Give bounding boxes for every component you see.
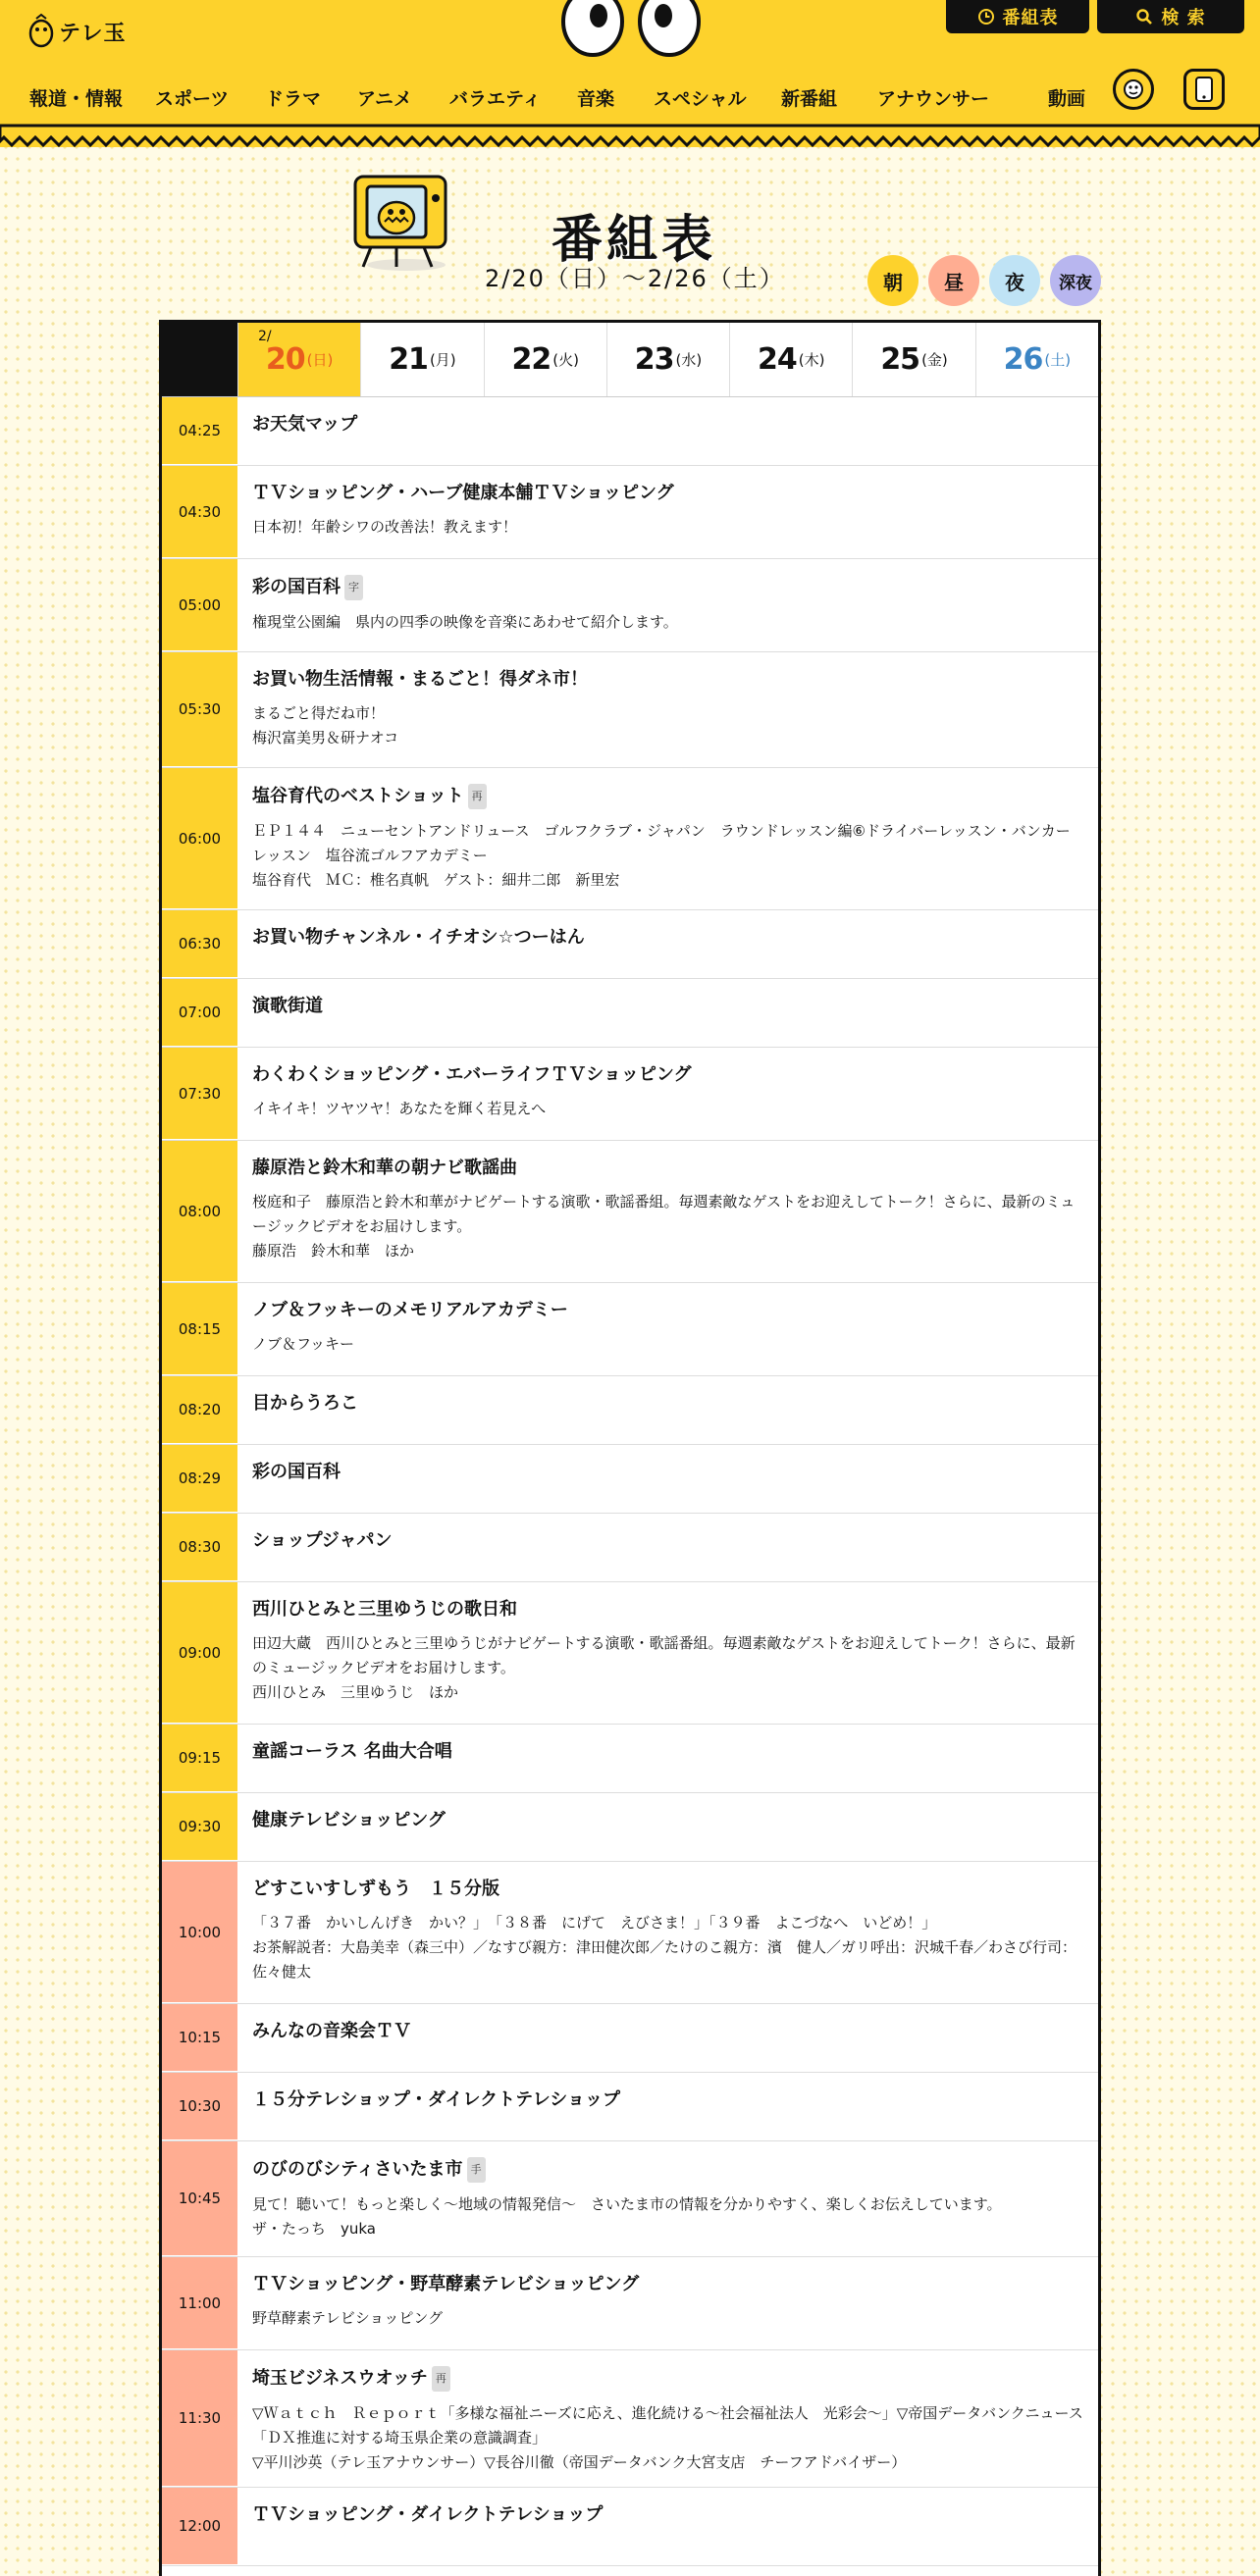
program-time: 09:00 xyxy=(162,1582,237,1724)
day-tabs xyxy=(162,323,1098,397)
search-button[interactable] xyxy=(1097,0,1244,33)
program-info xyxy=(237,1283,1098,1375)
program-time: 08:20 xyxy=(162,1376,237,1444)
program-time: 09:15 xyxy=(162,1725,237,1792)
program-description-line: 桜庭和子 藤原浩と鈴木和華がナビゲートする演歌・歌謡番組。毎週素敵なゲストをお迎えしてトーク！さらに、最新のミュージックビデオをお届けします。 xyxy=(252,1193,1076,1235)
program-info xyxy=(237,1141,1098,1282)
schedule-button-label: 番組表 xyxy=(1002,8,1059,28)
time-night-button[interactable]: 夜 xyxy=(989,255,1040,306)
program-title[interactable]: 演歌街道 xyxy=(252,996,323,1016)
program-info xyxy=(237,559,1098,651)
program-title-line xyxy=(252,1063,1083,1087)
tamatama-mascot-icon xyxy=(27,14,55,49)
program-title-line xyxy=(252,784,1083,809)
program-title[interactable]: 彩の国百科 xyxy=(252,577,341,597)
search-button-label: 検 索 xyxy=(1161,8,1206,28)
title-area xyxy=(0,157,1260,304)
program-list xyxy=(162,397,1098,2566)
day-weekday: (木) xyxy=(798,351,825,369)
program-info xyxy=(237,1514,1098,1581)
program-info xyxy=(237,2004,1098,2072)
program-info xyxy=(237,1048,1098,1140)
program-title[interactable]: 藤原浩と鈴木和華の朝ナビ歌謡曲 xyxy=(252,1158,517,1178)
program-badge: 再 xyxy=(468,784,487,809)
program-description-line: まるごと得だね市！ xyxy=(252,704,386,722)
nav-music[interactable]: 音楽 xyxy=(577,88,615,110)
program-row[interactable] xyxy=(162,1141,1098,1283)
tv-mascot-icon xyxy=(347,167,455,275)
program-time: 07:00 xyxy=(162,979,237,1047)
program-title[interactable]: ＴＶショッピング・野草酵素テレビショッピング xyxy=(252,2274,640,2294)
schedule-button[interactable] xyxy=(946,0,1089,33)
program-description xyxy=(252,1631,1083,1705)
program-info xyxy=(237,2257,1098,2349)
program-row[interactable] xyxy=(162,2073,1098,2141)
program-title-line xyxy=(252,1392,1083,1416)
program-row[interactable] xyxy=(162,2350,1098,2488)
program-title-line xyxy=(252,413,1083,437)
program-row[interactable] xyxy=(162,652,1098,768)
program-description xyxy=(252,2192,1083,2241)
program-info xyxy=(237,1725,1098,1792)
program-title-line xyxy=(252,1878,1083,1901)
day-number: 22 xyxy=(511,342,551,377)
program-title[interactable]: ＴＶショッピング・ハーブ健康本舗ＴＶショッピング xyxy=(252,483,674,503)
nav-new-programs[interactable]: 新番組 xyxy=(781,88,838,110)
site-logo[interactable] xyxy=(27,14,127,49)
program-row[interactable] xyxy=(162,1725,1098,1793)
day-tabs-corner xyxy=(162,323,237,396)
program-description xyxy=(252,1332,1083,1357)
program-row[interactable] xyxy=(162,1445,1098,1514)
date-range: 2/20（日）〜2/26（土） xyxy=(485,265,785,292)
program-time: 08:29 xyxy=(162,1445,237,1513)
program-title[interactable]: 塩谷育代のベストショット xyxy=(252,786,464,806)
header-zigzag-edge xyxy=(0,126,1260,151)
nav-anime[interactable]: アニメ xyxy=(357,88,413,110)
program-row[interactable] xyxy=(162,1376,1098,1445)
program-title[interactable]: 埼玉ビジネスウオッチ xyxy=(252,2368,428,2389)
day-number: 25 xyxy=(880,342,920,377)
nav-variety[interactable]: バラエティ xyxy=(449,88,542,110)
day-weekday: (火) xyxy=(552,351,579,369)
program-title-line xyxy=(252,1299,1083,1322)
program-title-line xyxy=(252,2503,1083,2527)
program-info xyxy=(237,652,1098,767)
program-title-line xyxy=(252,926,1083,950)
nav-special[interactable]: スペシャル xyxy=(654,88,747,110)
program-description-line: 見て！聴いて！もっと楽しく～地域の情報発信～ さいたま市の情報を分かりやすく、楽しくお伝えしています。 xyxy=(252,2195,1002,2213)
program-row[interactable] xyxy=(162,559,1098,652)
program-row[interactable] xyxy=(162,397,1098,466)
program-description-line: ▽平川沙英（テレ玉アナウンサー）▽長谷川徹（帝国データバンク大宮支店 チーフアドバイザー） xyxy=(252,2453,907,2471)
program-title[interactable]: お買い物生活情報・まるごと！得ダネ市！ xyxy=(252,669,588,690)
program-description-line: 権現堂公園編 県内の四季の映像を音楽にあわせて紹介します。 xyxy=(252,613,678,631)
program-description-line: 田辺大蔵 西川ひとみと三里ゆうじがナビゲートする演歌・歌謡番組。毎週素敵なゲストをお迎えしてトーク！さらに、最新のミュージックビデオをお届けします。 xyxy=(252,1634,1076,1676)
program-description xyxy=(252,1190,1083,1263)
day-weekday: (日) xyxy=(306,351,334,369)
program-time: 04:30 xyxy=(162,466,237,558)
program-info xyxy=(237,910,1098,978)
time-morning-button[interactable]: 朝 xyxy=(867,255,919,306)
program-row[interactable] xyxy=(162,910,1098,979)
program-description-line: 塩谷育代 ＭＣ：椎名真帆 ゲスト：細井二郎 新里宏 xyxy=(252,871,620,889)
program-row[interactable] xyxy=(162,1582,1098,1725)
day-tab-21[interactable] xyxy=(360,323,483,396)
program-description xyxy=(252,515,1083,540)
program-info xyxy=(237,2350,1098,2487)
program-row[interactable] xyxy=(162,979,1098,1048)
program-info xyxy=(237,2073,1098,2140)
program-time: 11:00 xyxy=(162,2257,237,2349)
program-description-line: 西川ひとみ 三里ゆうじ ほか xyxy=(252,1683,459,1701)
program-time: 10:45 xyxy=(162,2141,237,2256)
program-description xyxy=(252,1911,1083,1984)
program-time: 08:00 xyxy=(162,1141,237,1282)
clock-icon xyxy=(977,8,995,26)
program-time: 06:30 xyxy=(162,910,237,978)
program-badge: 字 xyxy=(344,575,363,600)
schedule-table xyxy=(159,320,1101,2576)
program-title-line xyxy=(252,482,1083,505)
day-tab-22[interactable] xyxy=(484,323,606,396)
program-title-line xyxy=(252,2366,1083,2392)
program-info xyxy=(237,2488,1098,2565)
program-title[interactable]: 童謡コーラス 名曲大合唱 xyxy=(252,1741,452,1762)
program-info xyxy=(237,1862,1098,2003)
day-number: 23 xyxy=(634,342,674,377)
day-tab-20[interactable] xyxy=(237,323,360,396)
teletama-app-button[interactable] xyxy=(1183,69,1225,110)
program-time: 08:15 xyxy=(162,1283,237,1375)
program-title[interactable]: 目からうろこ xyxy=(252,1393,358,1414)
program-title[interactable]: 西川ひとみと三里ゆうじの歌日和 xyxy=(252,1599,517,1620)
program-title[interactable]: １５分テレショップ・ダイレクトテレショップ xyxy=(252,2089,620,2110)
program-title[interactable]: みんなの音楽会ＴＶ xyxy=(252,2021,411,2041)
program-description-line: ザ・たっち yuka xyxy=(252,2220,376,2238)
program-description-line: ▽Ｗａｔｃｈ Ｒｅｐｏｒｔ「多様な福祉ニーズに応え、進化続ける～社会福祉法人 光彩会～」▽帝国データバンクニュース「ＤＸ推進に対する埼玉県企業の意識調査」 xyxy=(252,2404,1083,2447)
program-row[interactable] xyxy=(162,2257,1098,2350)
program-description xyxy=(252,819,1083,893)
nav-sports[interactable]: スポーツ xyxy=(155,88,230,110)
day-weekday: (月) xyxy=(429,351,456,369)
program-description-line: 梅沢富美男＆研ナオコ xyxy=(252,729,399,747)
program-time: 08:30 xyxy=(162,1514,237,1581)
program-time: 10:00 xyxy=(162,1862,237,2003)
program-title[interactable]: どすこいすしずもう １５分版 xyxy=(252,1879,499,1899)
program-row[interactable] xyxy=(162,2004,1098,2073)
program-row[interactable] xyxy=(162,2141,1098,2257)
program-description-line: ノブ＆フッキー xyxy=(252,1335,354,1353)
program-title-line xyxy=(252,1529,1083,1553)
day-number: 26 xyxy=(1003,342,1043,377)
mascot-face-icon xyxy=(1122,77,1145,101)
day-number: 21 xyxy=(389,342,428,377)
program-row[interactable] xyxy=(162,1048,1098,1141)
program-title-line xyxy=(252,2088,1083,2112)
program-row[interactable] xyxy=(162,1514,1098,1582)
program-description xyxy=(252,2306,1083,2331)
program-title-line xyxy=(252,1740,1083,1764)
page-title: 番組表 xyxy=(551,211,717,270)
teletama-info-button[interactable] xyxy=(1113,69,1154,110)
program-time: 06:00 xyxy=(162,768,237,909)
nav-news[interactable]: 報道・情報 xyxy=(29,88,124,110)
program-info xyxy=(237,2141,1098,2256)
program-title[interactable]: 彩の国百科 xyxy=(252,1462,341,1482)
day-number: 20 xyxy=(265,342,305,377)
program-description-line: ＥＰ１４４ ニューセントアンドリュース ゴルフクラブ・ジャパン ラウンドレッスン編⑥ドライバーレッスン・バンカーレッスン 塩谷流ゴルフアカデミー xyxy=(252,822,1071,864)
program-time: 12:00 xyxy=(162,2488,237,2565)
program-title[interactable]: のびのびシティさいたま市 xyxy=(252,2159,463,2180)
program-info xyxy=(237,1376,1098,1444)
day-weekday: (水) xyxy=(675,351,703,369)
program-title[interactable]: ショップジャパン xyxy=(252,1530,393,1551)
program-title[interactable]: お天気マップ xyxy=(252,414,358,435)
program-title-line xyxy=(252,1157,1083,1180)
program-time: 05:00 xyxy=(162,559,237,651)
program-title-line xyxy=(252,2273,1083,2296)
nav-drama[interactable]: ドラマ xyxy=(265,88,322,110)
program-description-line: 野草酵素テレビショッピング xyxy=(252,2309,444,2327)
program-description-line: 藤原浩 鈴木和華 ほか xyxy=(252,1242,415,1260)
program-time: 10:15 xyxy=(162,2004,237,2072)
program-title-line xyxy=(252,1809,1083,1832)
day-tab-25[interactable] xyxy=(852,323,974,396)
time-daytime-button[interactable]: 昼 xyxy=(928,255,979,306)
day-tab-23[interactable] xyxy=(606,323,729,396)
day-weekday: (土) xyxy=(1044,351,1072,369)
day-weekday: (金) xyxy=(921,351,948,369)
day-number: 24 xyxy=(758,342,797,377)
day-tab-26[interactable] xyxy=(975,323,1098,396)
program-description-line: お茶解説者：大島美幸（森三中）／なすび親方：津田健次郎／たけのこ親方：濱 健人／ガリ呼出：沢城千春／わさび行司：佐々健太 xyxy=(252,1938,1077,1981)
program-row[interactable] xyxy=(162,2488,1098,2566)
program-title[interactable]: お買い物チャンネル・イチオシ☆つーはん xyxy=(252,927,585,948)
program-info xyxy=(237,1582,1098,1724)
program-title[interactable]: 健康テレビショッピング xyxy=(252,1810,446,1830)
program-description xyxy=(252,701,1083,750)
nav-video[interactable]: 動画 xyxy=(1048,88,1086,110)
program-title-line xyxy=(252,2020,1083,2043)
smartphone-icon xyxy=(1194,76,1214,103)
program-title-line xyxy=(252,995,1083,1018)
program-badge: 手 xyxy=(467,2157,486,2183)
day-tab-24[interactable] xyxy=(729,323,852,396)
mascot-eyes-icon xyxy=(557,0,705,61)
main-nav xyxy=(29,84,1107,111)
program-badge: 再 xyxy=(432,2366,450,2392)
program-row[interactable] xyxy=(162,1793,1098,1862)
program-description xyxy=(252,2401,1083,2475)
program-info xyxy=(237,397,1098,465)
program-time: 09:30 xyxy=(162,1793,237,1861)
program-time: 07:30 xyxy=(162,1048,237,1140)
program-description-line: 「３７番 かいしんげき かい？」 「３８番 にげて えびさま！」「３９番 よこづなへ いどめ！」 xyxy=(252,1914,937,1932)
program-time: 04:25 xyxy=(162,397,237,465)
program-title-line xyxy=(252,1461,1083,1484)
program-title[interactable]: ノブ＆フッキーのメモリアルアカデミー xyxy=(252,1300,568,1320)
nav-announcer[interactable]: アナウンサー xyxy=(877,88,990,110)
logo-text: テレ玉 xyxy=(59,21,127,46)
time-late-night-button[interactable]: 深夜 xyxy=(1050,255,1101,306)
program-row[interactable] xyxy=(162,466,1098,559)
program-title-line xyxy=(252,2157,1083,2183)
program-title[interactable]: ＴＶショッピング・ダイレクトテレショップ xyxy=(252,2504,604,2525)
program-time: 10:30 xyxy=(162,2073,237,2140)
program-info xyxy=(237,1445,1098,1513)
program-title-line xyxy=(252,1598,1083,1622)
day-month: 2/ xyxy=(258,329,272,344)
program-title[interactable]: わくわくショッピング・エバーライフＴＶショッピング xyxy=(252,1064,692,1085)
program-time: 05:30 xyxy=(162,652,237,767)
program-row[interactable] xyxy=(162,1862,1098,2004)
program-title-line xyxy=(252,668,1083,692)
program-info xyxy=(237,466,1098,558)
program-info xyxy=(237,768,1098,909)
program-row[interactable] xyxy=(162,1283,1098,1376)
program-time: 11:30 xyxy=(162,2350,237,2487)
program-description xyxy=(252,1097,1083,1121)
program-description-line: 日本初！年齢シワの改善法！教えます！ xyxy=(252,518,518,536)
site-header xyxy=(0,0,1260,147)
program-description xyxy=(252,610,1083,635)
program-row[interactable] xyxy=(162,768,1098,910)
program-info xyxy=(237,1793,1098,1861)
program-title-line xyxy=(252,575,1083,600)
search-icon xyxy=(1135,8,1153,26)
program-info xyxy=(237,979,1098,1047)
program-description-line: イキイキ！ツヤツヤ！あなたを輝く若見えへ xyxy=(252,1100,547,1117)
